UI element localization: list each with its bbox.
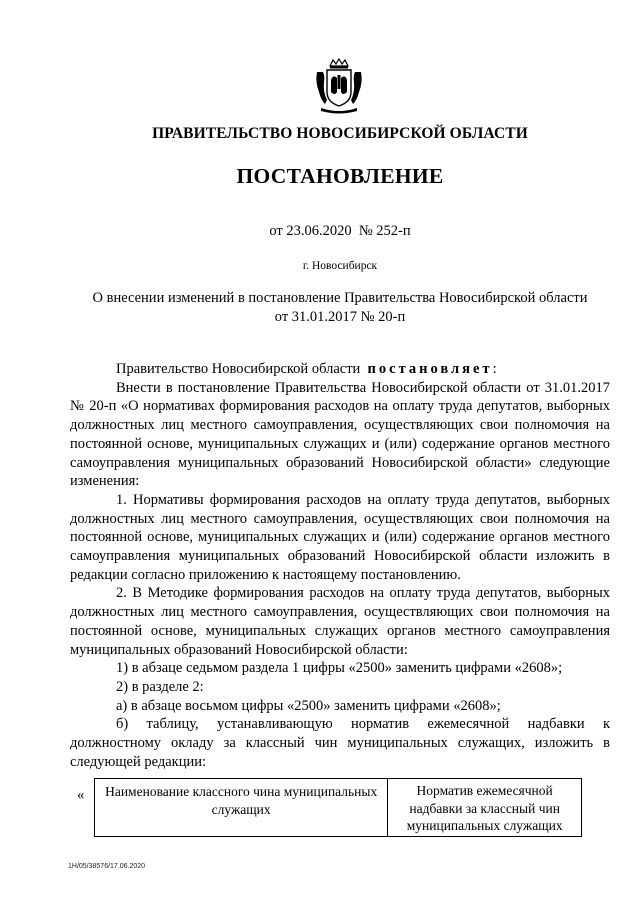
table-open-quote: «	[77, 787, 85, 803]
body-paragraph-4: 1) в абзаце седьмом раздела 1 цифры «2500» заменить цифрами «2608»;	[116, 660, 563, 677]
document-city: г. Новосибирск	[302, 260, 378, 272]
body-paragraph-2: 1. Нормативы формирования расходов на оплату труда депутатов, выборных должностных лиц местного самоуправления, осуществляющих свои полномочия на постоянной основе, муниципальных служащих и (или) содержание органов местного самоуправления муниципальных образований Новосибирской области изложить в редакции согласно приложению к настоящему постановлению.	[70, 491, 610, 583]
intro-suffix: :	[492, 361, 497, 377]
body-paragraph-7: б) таблицу, устанавливающую норматив ежемесячной надбавки к должностному окладу за классный чин муниципальных служащих, изложить в следующей редакции:	[70, 716, 610, 770]
classified-rank-table	[94, 778, 582, 837]
coat-of-arms-icon	[313, 58, 365, 114]
body-paragraph-5: 2) в разделе 2:	[116, 678, 204, 695]
document-body	[70, 360, 610, 771]
body-intro	[70, 360, 610, 379]
subject-line-2: от 31.01.2017 № 20-п	[274, 309, 406, 325]
body-paragraph-1: Внести в постановление Правительства Новосибирской области от 31.01.2017 № 20-п «О нормативах формирования расходов на оплату труда депутатов, выборных должностных лиц местного самоуправления, осуществляющих свои полномочия на постоянной основе, муниципальных служащих и (или) содержание органов местного самоуправления муниципальных образований Новосибирской области» следующие изменения:	[70, 379, 610, 490]
table-row	[95, 779, 582, 837]
body-paragraph-6: а) в абзаце восьмом цифры «2500» заменить цифрами «2608»;	[116, 697, 501, 714]
intro-verb: постановляет	[367, 361, 493, 377]
body-paragraph-3: 2. В Методике формирования расходов на оплату труда депутатов, выборных должностных лиц местного самоуправления, осуществляющих свои полномочия на постоянной основе, муниципальных служащих органов местного самоуправления муниципальных образований Новосибирской области:	[70, 585, 610, 658]
subject-line-1: О внесении изменений в постановление Правительства Новосибирской области	[92, 290, 588, 306]
table-header-rank-name: Наименование классного чина муниципальных служащих	[95, 779, 388, 837]
document-type: ПОСТАНОВЛЕНИЕ	[236, 164, 444, 188]
intro-prefix: Правительство Новосибирской области	[116, 361, 361, 377]
document-footer-code: 1Н/05/38576/17.06.2020	[68, 863, 146, 870]
document-date-number: от 23.06.2020 № 252-п	[269, 223, 411, 239]
document-subject	[70, 289, 610, 327]
table-header-allowance-norm: Норматив ежемесячной надбавки за классный чин муниципальных служащих	[388, 779, 582, 837]
organization-title: ПРАВИТЕЛЬСТВО НОВОСИБИРСКОЙ ОБЛАСТИ	[152, 125, 528, 142]
